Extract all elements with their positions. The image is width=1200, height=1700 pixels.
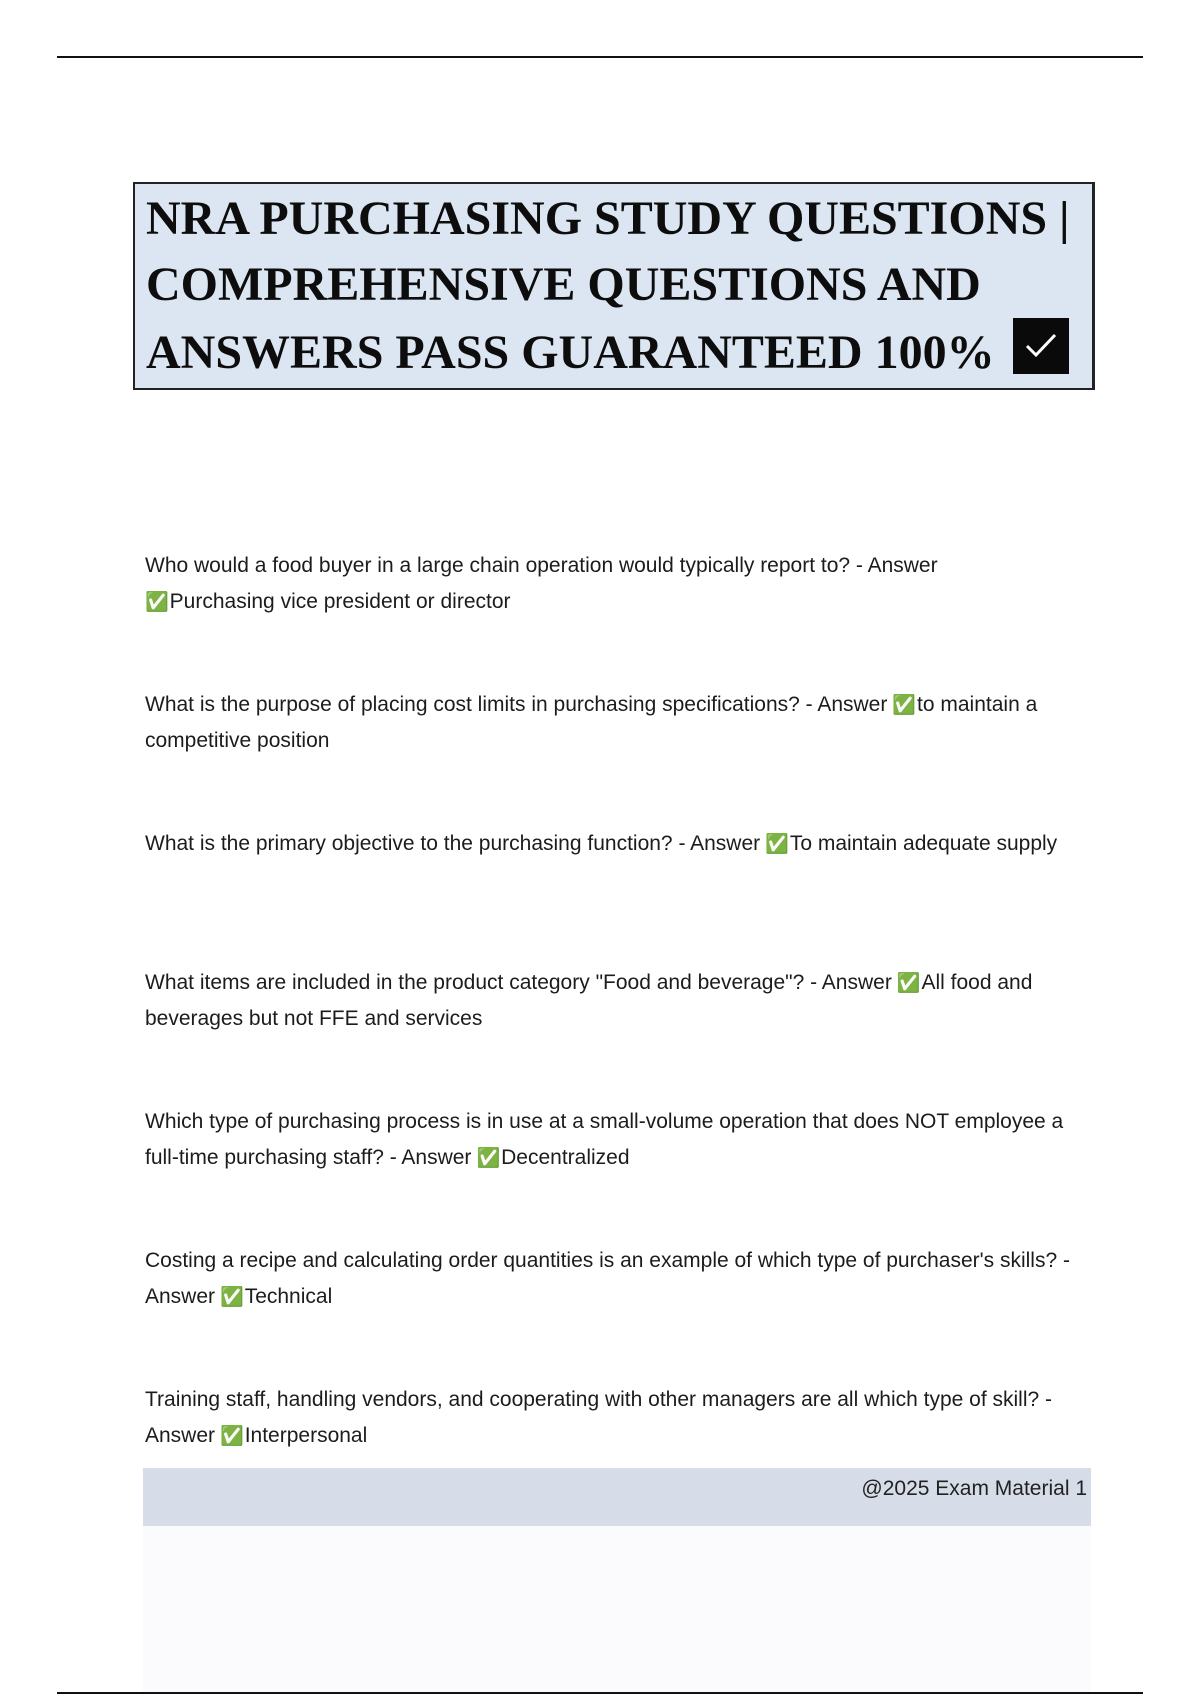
qa-item xyxy=(145,965,1095,1104)
qa-item xyxy=(145,687,1095,826)
question-text: Who would a food buyer in a large chain operation would typically report to? - Answer xyxy=(145,554,938,577)
answer-check-icon: ✅ xyxy=(896,972,921,994)
title-line-2: COMPREHENSIVE QUESTIONS AND xyxy=(146,258,981,311)
answer-text: Technical xyxy=(244,1285,333,1308)
answer-text: Purchasing vice president or director xyxy=(169,590,511,613)
title-line-1: NRA PURCHASING STUDY QUESTIONS | xyxy=(146,192,1070,245)
question-text: What items are included in the product category "Food and beverage"? - Answer xyxy=(145,971,892,994)
qa-item xyxy=(145,1104,1095,1243)
title-line-3-text: ANSWERS PASS GUARANTEED 100% xyxy=(146,326,995,379)
answer-text: All food and beverages but not FFE and services xyxy=(145,971,1033,1030)
question-text: Training staff, handling vendors, and cooperating with other managers are all which type of skill? - Answer xyxy=(145,1388,1052,1447)
answer-text: to maintain a competitive position xyxy=(145,693,1038,752)
top-rule xyxy=(57,56,1143,58)
qa-item xyxy=(145,1243,1095,1382)
question-text: Costing a recipe and calculating order quantities is an example of which type of purchaser's skills? - Answer xyxy=(145,1249,1070,1308)
footer-text: @2025 Exam Material 1 xyxy=(861,1477,1087,1500)
answer-check-icon: ✅ xyxy=(765,833,789,855)
question-text: What is the purpose of placing cost limits in purchasing specifications? - Answer xyxy=(145,693,888,716)
answer-text: Interpersonal xyxy=(244,1424,368,1447)
answer-check-icon: ✅ xyxy=(892,694,917,716)
title-line-3 xyxy=(146,318,1092,386)
answer-check-icon: ✅ xyxy=(220,1286,244,1308)
bottom-rule xyxy=(57,1692,1143,1694)
qa-item xyxy=(145,826,1095,965)
answer-text: To maintain adequate supply xyxy=(789,832,1058,855)
page-bottom-area xyxy=(143,1526,1091,1692)
qa-list xyxy=(145,548,1095,1521)
answer-text: Decentralized xyxy=(501,1146,630,1169)
question-text: Which type of purchasing process is in use at a small-volume operation that does NOT employee a full-time purchasing staff? - Answer xyxy=(145,1110,1064,1169)
answer-check-icon: ✅ xyxy=(220,1425,244,1447)
check-mark-box-icon xyxy=(1013,318,1069,374)
answer-check-icon: ✅ xyxy=(145,591,169,613)
qa-item xyxy=(145,548,1095,687)
question-text: What is the primary objective to the purchasing function? - Answer xyxy=(145,832,761,855)
answer-check-icon: ✅ xyxy=(476,1147,501,1169)
page-footer xyxy=(143,1468,1091,1526)
title-box xyxy=(133,182,1095,390)
